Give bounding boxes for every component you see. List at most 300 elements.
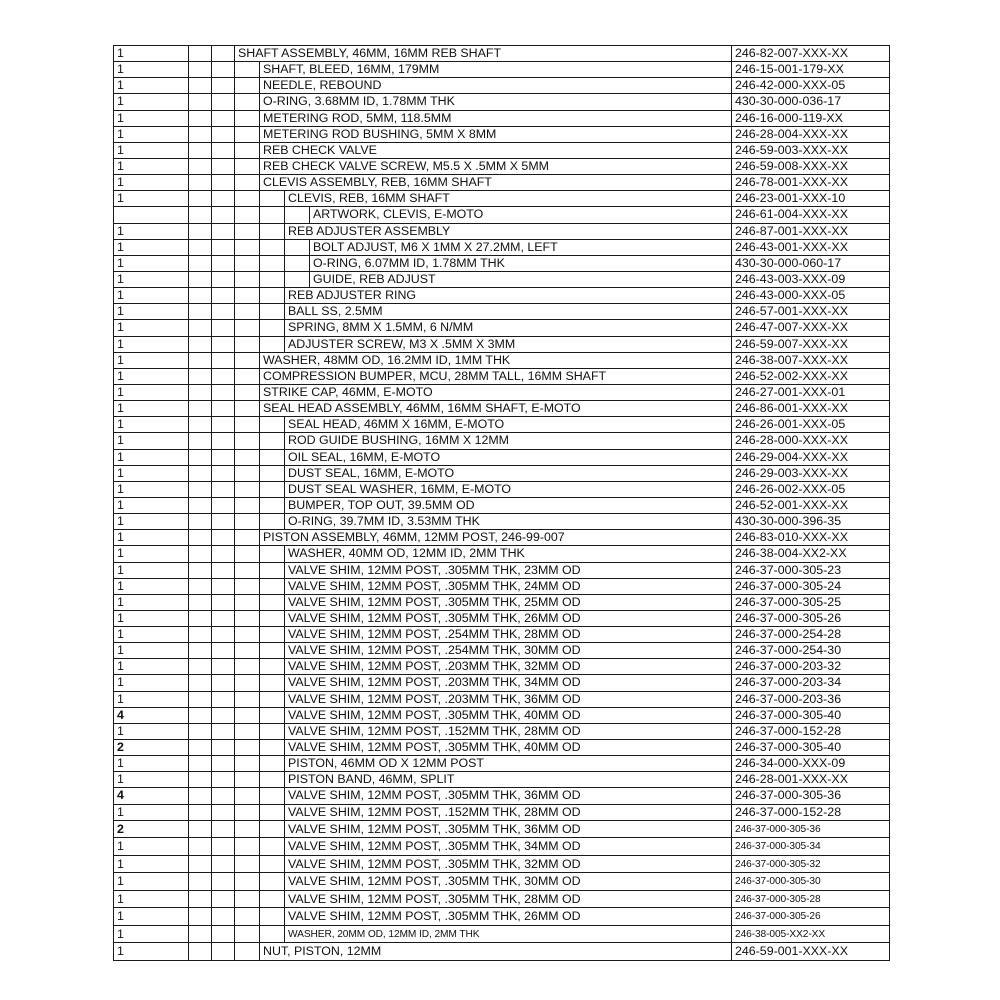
cell-rule	[731, 908, 732, 925]
cell-rule	[188, 304, 189, 319]
cell-rule	[731, 401, 732, 416]
description-cell: VALVE SHIM, 12MM POST, .305MM THK, 32MM OD	[288, 856, 581, 871]
bom-table	[113, 45, 890, 961]
table-row	[113, 337, 890, 353]
table-row	[113, 724, 890, 740]
cell-rule	[731, 159, 732, 174]
cell-rule	[188, 873, 189, 890]
cell-rule	[211, 498, 212, 513]
cell-rule	[889, 579, 890, 594]
table-row	[113, 563, 890, 579]
table-row	[113, 659, 890, 675]
table-row	[113, 207, 890, 223]
table-row	[113, 514, 890, 530]
part-number-cell: 246-78-001-XXX-XX	[735, 175, 848, 190]
cell-rule	[188, 708, 189, 723]
cell-rule	[889, 369, 890, 384]
table-row	[113, 62, 890, 78]
cell-rule	[188, 756, 189, 771]
cell-rule	[211, 191, 212, 206]
cell-rule	[211, 740, 212, 755]
table-row	[113, 627, 890, 643]
table-row	[113, 175, 890, 191]
quantity-cell: 2	[117, 821, 124, 836]
cell-rule	[188, 498, 189, 513]
cell-rule	[234, 821, 235, 838]
cell-rule	[889, 595, 890, 610]
table-row	[113, 546, 890, 562]
quantity-cell: 1	[117, 804, 124, 819]
cell-rule	[234, 46, 235, 61]
cell-rule	[211, 401, 212, 416]
cell-rule	[234, 788, 235, 803]
cell-rule	[284, 838, 285, 855]
description-cell: REB ADJUSTER RING	[288, 288, 417, 303]
cell-rule	[234, 62, 235, 77]
description-cell: REB CHECK VALVE SCREW, M5.5 X .5MM X 5MM	[263, 158, 549, 173]
cell-rule	[889, 240, 890, 255]
table-row	[113, 891, 890, 909]
cell-rule	[309, 272, 310, 287]
cell-rule	[731, 433, 732, 448]
cell-rule	[284, 821, 285, 838]
cell-rule	[259, 78, 260, 93]
part-number-cell: 246-28-001-XXX-XX	[735, 772, 848, 787]
cell-rule	[113, 385, 114, 400]
cell-rule	[259, 595, 260, 610]
table-row	[113, 756, 890, 772]
cell-rule	[188, 579, 189, 594]
cell-rule	[731, 756, 732, 771]
cell-rule	[113, 821, 114, 838]
quantity-cell: 1	[117, 158, 124, 173]
cell-rule	[731, 579, 732, 594]
part-number-cell: 246-42-000-XXX-05	[735, 78, 846, 93]
cell-rule	[731, 838, 732, 855]
table-row	[113, 708, 890, 724]
quantity-cell: 1	[117, 94, 124, 109]
cell-rule	[889, 627, 890, 642]
cell-rule	[234, 175, 235, 190]
cell-rule	[731, 288, 732, 303]
part-number-cell: 246-37-000-305-26	[735, 911, 821, 923]
part-number-cell: 246-38-004-XX2-XX	[735, 546, 847, 561]
cell-rule	[731, 740, 732, 755]
cell-rule	[259, 724, 260, 739]
cell-rule	[188, 530, 189, 545]
cell-rule	[113, 191, 114, 206]
cell-rule	[113, 530, 114, 545]
part-number-cell: 246-26-001-XXX-05	[735, 417, 846, 432]
cell-rule	[188, 482, 189, 497]
cell-rule	[889, 353, 890, 368]
cell-rule	[211, 127, 212, 142]
cell-rule	[284, 926, 285, 943]
cell-rule	[731, 78, 732, 93]
quantity-cell: 1	[117, 368, 124, 383]
part-number-cell: 246-37-000-305-24	[735, 578, 842, 593]
cell-rule	[284, 272, 285, 287]
cell-rule	[284, 579, 285, 594]
part-number-cell: 246-37-000-305-28	[735, 893, 821, 905]
cell-rule	[234, 708, 235, 723]
cell-rule	[188, 595, 189, 610]
cell-rule	[113, 159, 114, 174]
cell-rule	[188, 94, 189, 109]
quantity-cell: 1	[117, 223, 124, 238]
quantity-cell: 1	[117, 78, 124, 93]
cell-rule	[284, 546, 285, 561]
cell-rule	[889, 337, 890, 352]
cell-rule	[284, 514, 285, 529]
cell-rule	[211, 943, 212, 960]
cell-rule	[731, 320, 732, 335]
cell-rule	[188, 856, 189, 873]
cell-rule	[234, 546, 235, 561]
description-cell: CLEVIS, REB, 16MM SHAFT	[288, 191, 450, 206]
table-row	[113, 740, 890, 756]
quantity-cell: 1	[117, 530, 124, 545]
quantity-cell: 1	[117, 336, 124, 351]
cell-rule	[113, 320, 114, 335]
quantity-cell: 1	[117, 839, 124, 854]
cell-rule	[731, 891, 732, 908]
cell-rule	[188, 224, 189, 239]
cell-rule	[309, 207, 310, 222]
cell-rule	[259, 740, 260, 755]
table-row	[113, 401, 890, 417]
cell-rule	[234, 159, 235, 174]
cell-rule	[889, 62, 890, 77]
cell-rule	[259, 675, 260, 690]
part-number-cell: 246-34-000-XXX-09	[735, 756, 846, 771]
quantity-cell: 1	[117, 691, 124, 706]
cell-rule	[889, 191, 890, 206]
cell-rule	[211, 207, 212, 222]
cell-rule	[889, 805, 890, 820]
cell-rule	[211, 708, 212, 723]
cell-rule	[259, 450, 260, 465]
cell-rule	[284, 724, 285, 739]
quantity-cell: 1	[117, 659, 124, 674]
cell-rule	[113, 659, 114, 674]
cell-rule	[188, 692, 189, 707]
cell-rule	[234, 873, 235, 890]
cell-rule	[889, 530, 890, 545]
description-cell: VALVE SHIM, 12MM POST, .305MM THK, 26MM OD	[288, 909, 581, 924]
part-number-cell: 246-38-005-XX2-XX	[735, 928, 826, 940]
table-row	[113, 353, 890, 369]
cell-rule	[259, 224, 260, 239]
cell-rule	[284, 756, 285, 771]
table-row	[113, 369, 890, 385]
description-cell: DUST SEAL WASHER, 16MM, E-MOTO	[288, 481, 512, 496]
part-number-cell: 246-23-001-XXX-10	[735, 191, 846, 206]
cell-rule	[234, 385, 235, 400]
cell-rule	[211, 873, 212, 890]
cell-rule	[211, 46, 212, 61]
cell-rule	[284, 595, 285, 610]
description-cell: WASHER, 48MM OD, 16.2MM ID, 1MM THK	[263, 352, 511, 367]
cell-rule	[113, 240, 114, 255]
part-number-cell: 246-37-000-305-40	[735, 740, 842, 755]
cell-rule	[188, 772, 189, 787]
cell-rule	[188, 563, 189, 578]
cell-rule	[284, 740, 285, 755]
cell-rule	[113, 708, 114, 723]
cell-rule	[731, 530, 732, 545]
description-cell: OIL SEAL, 16MM, E-MOTO	[288, 449, 441, 464]
cell-rule	[259, 908, 260, 925]
description-cell: VALVE SHIM, 12MM POST, .305MM THK, 34MM OD	[288, 839, 581, 854]
quantity-cell: 1	[117, 239, 124, 254]
cell-rule	[113, 838, 114, 855]
cell-rule	[284, 224, 285, 239]
cell-rule	[188, 288, 189, 303]
part-number-cell: 246-82-007-XXX-XX	[735, 46, 848, 60]
cell-rule	[259, 62, 260, 77]
cell-rule	[259, 304, 260, 319]
cell-rule	[234, 401, 235, 416]
table-row	[113, 385, 890, 401]
quantity-cell: 1	[117, 891, 124, 906]
cell-rule	[234, 772, 235, 787]
part-number-cell: 246-15-001-179-XX	[735, 62, 844, 77]
cell-rule	[113, 127, 114, 142]
cell-rule	[284, 891, 285, 908]
cell-rule	[113, 675, 114, 690]
quantity-cell: 1	[117, 578, 124, 593]
cell-rule	[731, 207, 732, 222]
cell-rule	[234, 433, 235, 448]
description-cell: O-RING, 6.07MM ID, 1.78MM THK	[313, 255, 505, 270]
cell-rule	[113, 143, 114, 158]
description-cell: BALL SS, 2.5MM	[288, 304, 383, 319]
cell-rule	[259, 433, 260, 448]
cell-rule	[284, 563, 285, 578]
cell-rule	[259, 353, 260, 368]
cell-rule	[731, 111, 732, 126]
cell-rule	[731, 873, 732, 890]
description-cell: METERING ROD BUSHING, 5MM X 8MM	[263, 126, 497, 141]
table-row	[113, 579, 890, 595]
cell-rule	[188, 627, 189, 642]
description-cell: VALVE SHIM, 12MM POST, .203MM THK, 36MM OD	[288, 691, 581, 706]
quantity-cell: 1	[117, 433, 124, 448]
table-row	[113, 224, 890, 240]
table-row	[113, 595, 890, 611]
quantity-cell: 1	[117, 110, 124, 125]
cell-rule	[259, 926, 260, 943]
cell-rule	[188, 788, 189, 803]
cell-rule	[259, 143, 260, 158]
table-row	[113, 94, 890, 110]
cell-rule	[889, 856, 890, 873]
cell-rule	[113, 272, 114, 287]
cell-rule	[309, 240, 310, 255]
part-number-cell: 246-83-010-XXX-XX	[735, 530, 848, 545]
cell-rule	[188, 207, 189, 222]
cell-rule	[113, 433, 114, 448]
cell-rule	[284, 856, 285, 873]
cell-rule	[731, 337, 732, 352]
cell-rule	[234, 127, 235, 142]
cell-rule	[889, 740, 890, 755]
cell-rule	[731, 708, 732, 723]
table-row	[113, 943, 890, 961]
part-number-cell: 246-43-000-XXX-05	[735, 288, 846, 303]
cell-rule	[188, 401, 189, 416]
quantity-cell: 1	[117, 304, 124, 319]
cell-rule	[188, 740, 189, 755]
cell-rule	[259, 943, 260, 960]
description-cell: REB CHECK VALVE	[263, 142, 377, 157]
cell-rule	[113, 288, 114, 303]
cell-rule	[284, 256, 285, 271]
description-cell: SHAFT ASSEMBLY, 46MM, 16MM REB SHAFT	[238, 46, 502, 60]
description-cell: VALVE SHIM, 12MM POST, .152MM THK, 28MM OD	[288, 723, 581, 738]
cell-rule	[211, 94, 212, 109]
description-cell: VALVE SHIM, 12MM POST, .254MM THK, 28MM OD	[288, 627, 581, 642]
cell-rule	[188, 926, 189, 943]
cell-rule	[259, 288, 260, 303]
cell-rule	[259, 369, 260, 384]
cell-rule	[259, 401, 260, 416]
quantity-cell	[117, 207, 185, 222]
quantity-cell: 1	[117, 944, 124, 959]
cell-rule	[188, 143, 189, 158]
cell-rule	[211, 450, 212, 465]
table-row	[113, 111, 890, 127]
quantity-cell: 1	[117, 449, 124, 464]
table-row	[113, 856, 890, 874]
cell-rule	[889, 643, 890, 658]
cell-rule	[211, 433, 212, 448]
cell-rule	[731, 498, 732, 513]
cell-rule	[113, 595, 114, 610]
cell-rule	[113, 207, 114, 222]
cell-rule	[188, 821, 189, 838]
table-row	[113, 926, 890, 944]
part-number-cell: 246-59-001-XXX-XX	[735, 944, 848, 959]
quantity-cell: 1	[117, 142, 124, 157]
cell-rule	[889, 78, 890, 93]
part-number-cell: 246-59-007-XXX-XX	[735, 336, 848, 351]
cell-rule	[113, 78, 114, 93]
cell-rule	[113, 401, 114, 416]
cell-rule	[113, 304, 114, 319]
cell-rule	[889, 821, 890, 838]
cell-rule	[211, 143, 212, 158]
cell-rule	[284, 805, 285, 820]
cell-rule	[234, 450, 235, 465]
cell-rule	[731, 191, 732, 206]
cell-rule	[284, 240, 285, 255]
quantity-cell: 1	[117, 481, 124, 496]
part-number-cell: 246-28-004-XXX-XX	[735, 126, 848, 141]
cell-rule	[731, 482, 732, 497]
cell-rule	[188, 127, 189, 142]
cell-rule	[234, 611, 235, 626]
quantity-cell: 4	[117, 788, 124, 803]
cell-rule	[211, 756, 212, 771]
cell-rule	[731, 450, 732, 465]
cell-rule	[259, 563, 260, 578]
description-cell: PISTON BAND, 46MM, SPLIT	[288, 772, 455, 787]
description-cell: BUMPER, TOP OUT, 39.5MM OD	[288, 497, 475, 512]
cell-rule	[211, 62, 212, 77]
cell-rule	[211, 385, 212, 400]
cell-rule	[234, 805, 235, 820]
cell-rule	[211, 627, 212, 642]
cell-rule	[889, 450, 890, 465]
cell-rule	[284, 908, 285, 925]
cell-rule	[259, 191, 260, 206]
part-number-cell: 430-30-000-396-35	[735, 514, 842, 529]
cell-rule	[259, 579, 260, 594]
cell-rule	[731, 805, 732, 820]
cell-rule	[211, 563, 212, 578]
quantity-cell: 1	[117, 417, 124, 432]
quantity-cell: 1	[117, 288, 124, 303]
cell-rule	[889, 94, 890, 109]
description-cell: VALVE SHIM, 12MM POST, .203MM THK, 34MM OD	[288, 675, 581, 690]
cell-rule	[284, 482, 285, 497]
cell-rule	[889, 692, 890, 707]
cell-rule	[113, 740, 114, 755]
cell-rule	[234, 595, 235, 610]
cell-rule	[234, 838, 235, 855]
cell-rule	[259, 838, 260, 855]
part-number-cell: 246-37-000-152-28	[735, 804, 842, 819]
cell-rule	[889, 546, 890, 561]
part-number-cell: 246-61-004-XXX-XX	[735, 207, 848, 222]
part-number-cell: 246-26-002-XXX-05	[735, 481, 846, 496]
description-cell: VALVE SHIM, 12MM POST, .305MM THK, 24MM OD	[288, 578, 581, 593]
cell-rule	[284, 692, 285, 707]
quantity-cell: 1	[117, 546, 124, 561]
cell-rule	[731, 143, 732, 158]
description-cell: NUT, PISTON, 12MM	[263, 944, 382, 959]
cell-rule	[113, 46, 114, 61]
cell-rule	[234, 353, 235, 368]
quantity-cell: 1	[117, 271, 124, 286]
cell-rule	[188, 805, 189, 820]
cell-rule	[113, 908, 114, 925]
cell-rule	[211, 369, 212, 384]
cell-rule	[211, 659, 212, 674]
cell-rule	[889, 908, 890, 925]
cell-rule	[889, 498, 890, 513]
cell-rule	[889, 772, 890, 787]
cell-rule	[259, 627, 260, 642]
part-number-cell: 246-37-000-305-30	[735, 876, 821, 888]
cell-rule	[259, 611, 260, 626]
cell-rule	[731, 62, 732, 77]
cell-rule	[113, 514, 114, 529]
table-row	[113, 288, 890, 304]
part-number-cell: 246-86-001-XXX-XX	[735, 401, 848, 416]
cell-rule	[731, 675, 732, 690]
cell-rule	[259, 207, 260, 222]
cell-rule	[188, 191, 189, 206]
part-number-cell: 246-57-001-XXX-XX	[735, 304, 848, 319]
cell-rule	[234, 111, 235, 126]
cell-rule	[234, 94, 235, 109]
cell-rule	[234, 417, 235, 432]
cell-rule	[284, 675, 285, 690]
cell-rule	[284, 873, 285, 890]
